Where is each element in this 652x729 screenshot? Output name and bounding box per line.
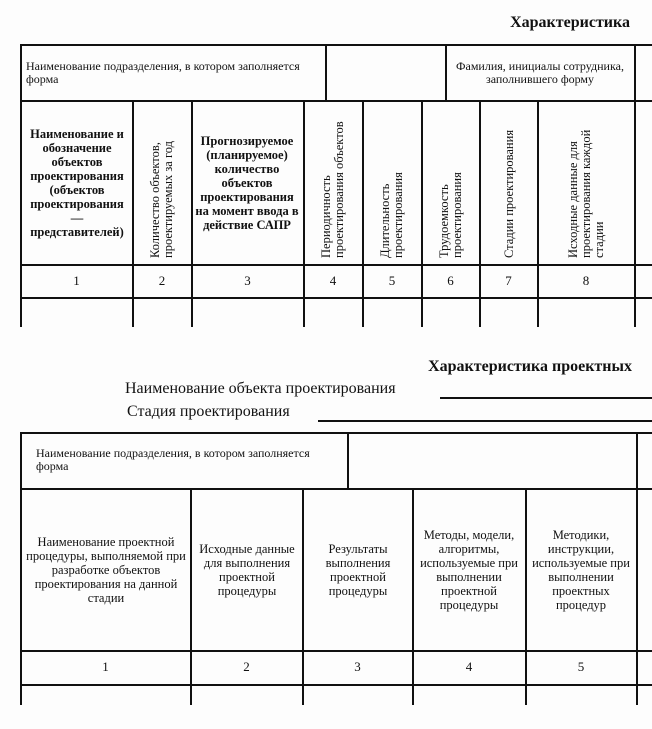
column-header-5: Длительность проектирования <box>378 171 405 258</box>
column-header-5: Методики, инструкции, используемые при выполнении проектных процедур <box>532 527 630 612</box>
form1-title: Характеристика <box>510 14 630 31</box>
column-number-6: 6 <box>447 273 454 288</box>
divider <box>325 45 327 100</box>
column-header-7: Стадии проектирования <box>501 129 516 258</box>
column-number-2: 2 <box>158 273 166 288</box>
column-number-1: 1 <box>73 273 80 288</box>
division-label: Наименование подразделения, в котором заполняется форма <box>26 58 300 86</box>
divider <box>636 433 638 705</box>
employee-label: Фамилия, инициалы сотрудника, заполнившего форму <box>456 58 624 86</box>
divider <box>20 44 652 46</box>
stage-label: Стадия проектирования <box>127 403 290 420</box>
division-label: Наименование подразделения, в котором заполняется форма <box>36 446 310 473</box>
column-header-2: Количество объектов, проектируемых за год <box>148 140 175 258</box>
column-header-1: Наименование проектной процедуры, выполняемой при разработке объектов проектирования на данной стадии <box>26 534 186 605</box>
divider <box>20 432 652 434</box>
divider <box>20 297 652 299</box>
form2-title: Характеристика проектных <box>428 358 632 375</box>
object-name-field[interactable] <box>440 397 652 399</box>
column-number-3: 3 <box>354 659 361 674</box>
column-number-4: 4 <box>329 273 337 288</box>
column-header-4: Методы, модели, алгоритмы, используемые при выполнении проектной процедуры <box>420 527 518 612</box>
column-header-3: Прогнозируемое (планируемое) количество объектов проектирования на момент ввода в действие САПР <box>195 133 299 232</box>
column-header-6: Трудоемкость проектирования <box>437 171 464 258</box>
column-header-8: Исходные данные для проектирования каждой стадии <box>565 129 606 258</box>
column-header-3: Результаты выполнения проектной процедуры <box>325 541 391 598</box>
column-number-2: 2 <box>243 659 250 674</box>
column-header-2: Исходные данные для выполнения проектной процедуры <box>199 541 295 598</box>
divider <box>347 433 349 488</box>
column-header-4: Периодичность проектирования объектов <box>319 120 346 258</box>
divider <box>20 100 652 102</box>
divider <box>634 45 636 327</box>
column-header-1: Наименование и обозначение объектов проектирования (объектов проектирования — представителей) <box>30 126 124 239</box>
divider <box>20 488 652 490</box>
column-number-3: 3 <box>244 273 251 288</box>
divider <box>445 45 447 100</box>
column-number-8: 8 <box>582 273 590 288</box>
divider <box>20 684 652 686</box>
column-number-1: 1 <box>102 659 109 674</box>
column-number-5: 5 <box>388 273 396 288</box>
column-number-4: 4 <box>465 659 473 674</box>
column-number-5: 5 <box>577 659 585 674</box>
object-label: Наименование объекта проектирования <box>125 380 396 397</box>
column-number-7: 7 <box>505 273 512 288</box>
stage-field[interactable] <box>318 420 652 422</box>
